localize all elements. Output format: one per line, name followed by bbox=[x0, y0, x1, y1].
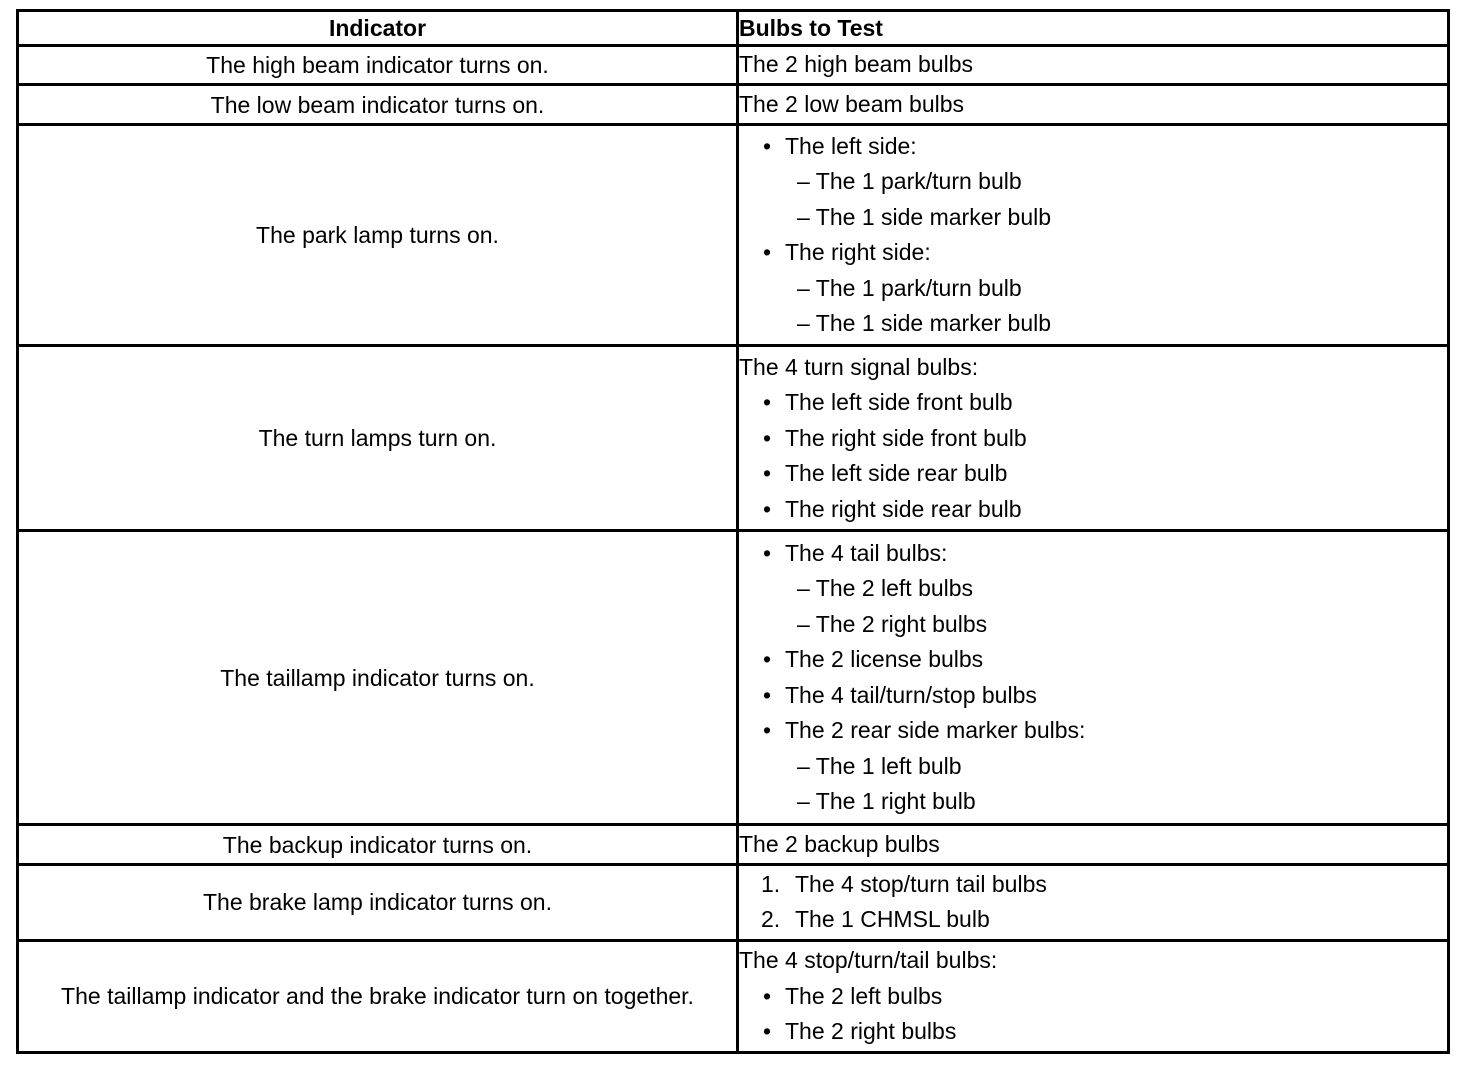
item-number: 2. bbox=[761, 906, 781, 933]
indicator-cell: The turn lamps turn on. bbox=[18, 346, 738, 531]
bulb-numbered-text: The 1 CHMSL bulb bbox=[795, 906, 990, 933]
table-row bbox=[18, 46, 1449, 85]
bulb-bullet-item: • The 2 license bulbs bbox=[739, 642, 1447, 678]
dash-marker: – bbox=[797, 788, 810, 815]
bulbs-cell bbox=[738, 346, 1449, 531]
dash-marker: – bbox=[797, 274, 810, 301]
header-row bbox=[18, 11, 1449, 46]
table-row bbox=[18, 531, 1449, 825]
table-body bbox=[18, 46, 1449, 1053]
bulb-text: The 2 low beam bulbs bbox=[739, 90, 965, 117]
bulb-dash-text: The 1 left bulb bbox=[815, 752, 962, 779]
dash-marker: – bbox=[797, 203, 810, 230]
bulb-dash-text: The 1 side marker bulb bbox=[815, 310, 1052, 337]
bulb-test-table bbox=[16, 9, 1450, 1054]
bulb-dash-item bbox=[739, 164, 1447, 200]
bulbs-cell bbox=[738, 46, 1449, 85]
bulbs-cell bbox=[738, 940, 1449, 1052]
bulb-numbered-item bbox=[739, 867, 1447, 903]
dash-marker: – bbox=[797, 610, 810, 637]
bulbs-cell bbox=[738, 864, 1449, 940]
bulb-bullet-item: • The left side: bbox=[739, 129, 1447, 165]
bulbs-cell bbox=[738, 825, 1449, 864]
header-bulbs-to-test: Bulbs to Test bbox=[738, 11, 1449, 46]
indicator-cell: The low beam indicator turns on. bbox=[18, 85, 738, 124]
dash-marker: – bbox=[797, 752, 810, 779]
bulb-bullet-item: • The 4 tail/turn/stop bulbs bbox=[739, 678, 1447, 714]
bulb-dash-item bbox=[739, 607, 1447, 643]
bulb-dash-item bbox=[739, 306, 1447, 342]
bulb-dash-item bbox=[739, 200, 1447, 236]
bulbs-cell bbox=[738, 531, 1449, 825]
bulb-dash-item bbox=[739, 271, 1447, 307]
bulb-dash-text: The 1 park/turn bulb bbox=[815, 274, 1022, 301]
table-row bbox=[18, 346, 1449, 531]
indicator-cell: The park lamp turns on. bbox=[18, 124, 738, 345]
bulb-bullet-item: • The left side front bulb bbox=[739, 385, 1447, 421]
bulb-dash-item bbox=[739, 571, 1447, 607]
bulb-text: The 2 high beam bulbs bbox=[739, 51, 973, 78]
dash-marker: – bbox=[797, 575, 810, 602]
header-indicator: Indicator bbox=[18, 11, 738, 46]
bulbs-cell bbox=[738, 85, 1449, 124]
indicator-cell: The taillamp indicator and the brake indicator turn on together. bbox=[18, 940, 738, 1052]
dash-marker: – bbox=[797, 168, 810, 195]
bulb-text: The 4 stop/turn/tail bulbs: bbox=[739, 947, 998, 974]
bulb-dash-text: The 1 right bulb bbox=[815, 788, 976, 815]
bulb-dash-text: The 1 park/turn bulb bbox=[815, 168, 1022, 195]
item-number: 1. bbox=[761, 870, 781, 897]
bulbs-cell bbox=[738, 124, 1449, 345]
bulb-bullet-item: • The 2 right bulbs bbox=[739, 1014, 1447, 1050]
indicator-cell: The high beam indicator turns on. bbox=[18, 46, 738, 85]
bulb-bullet-item: • The right side: bbox=[739, 235, 1447, 271]
bulb-bullet-item: • The right side front bulb bbox=[739, 421, 1447, 457]
bulb-bullet-item: • The 2 left bulbs bbox=[739, 979, 1447, 1015]
bulb-dash-text: The 2 right bulbs bbox=[815, 610, 988, 637]
bulb-dash-text: The 2 left bulbs bbox=[815, 575, 974, 602]
bulb-text: The 2 backup bulbs bbox=[739, 830, 940, 857]
bulb-text: The 4 turn signal bulbs: bbox=[739, 353, 979, 380]
bulb-numbered-text: The 4 stop/turn tail bulbs bbox=[795, 870, 1047, 897]
indicator-cell: The taillamp indicator turns on. bbox=[18, 531, 738, 825]
bulb-numbered-item bbox=[739, 902, 1447, 938]
indicator-cell: The backup indicator turns on. bbox=[18, 825, 738, 864]
indicator-cell: The brake lamp indicator turns on. bbox=[18, 864, 738, 940]
bulb-bullet-item: • The left side rear bulb bbox=[739, 456, 1447, 492]
table-row bbox=[18, 864, 1449, 940]
table-row bbox=[18, 940, 1449, 1052]
bulb-bullet-item: • The 2 rear side marker bulbs: bbox=[739, 713, 1447, 749]
bulb-dash-item bbox=[739, 784, 1447, 820]
bulb-dash-text: The 1 side marker bulb bbox=[815, 203, 1052, 230]
table-row bbox=[18, 825, 1449, 864]
dash-marker: – bbox=[797, 310, 810, 337]
bulb-bullet-item: • The right side rear bulb bbox=[739, 492, 1447, 528]
table-row bbox=[18, 124, 1449, 345]
bulb-bullet-item: • The 4 tail bulbs: bbox=[739, 536, 1447, 572]
bulb-dash-item bbox=[739, 749, 1447, 785]
table-row bbox=[18, 85, 1449, 124]
